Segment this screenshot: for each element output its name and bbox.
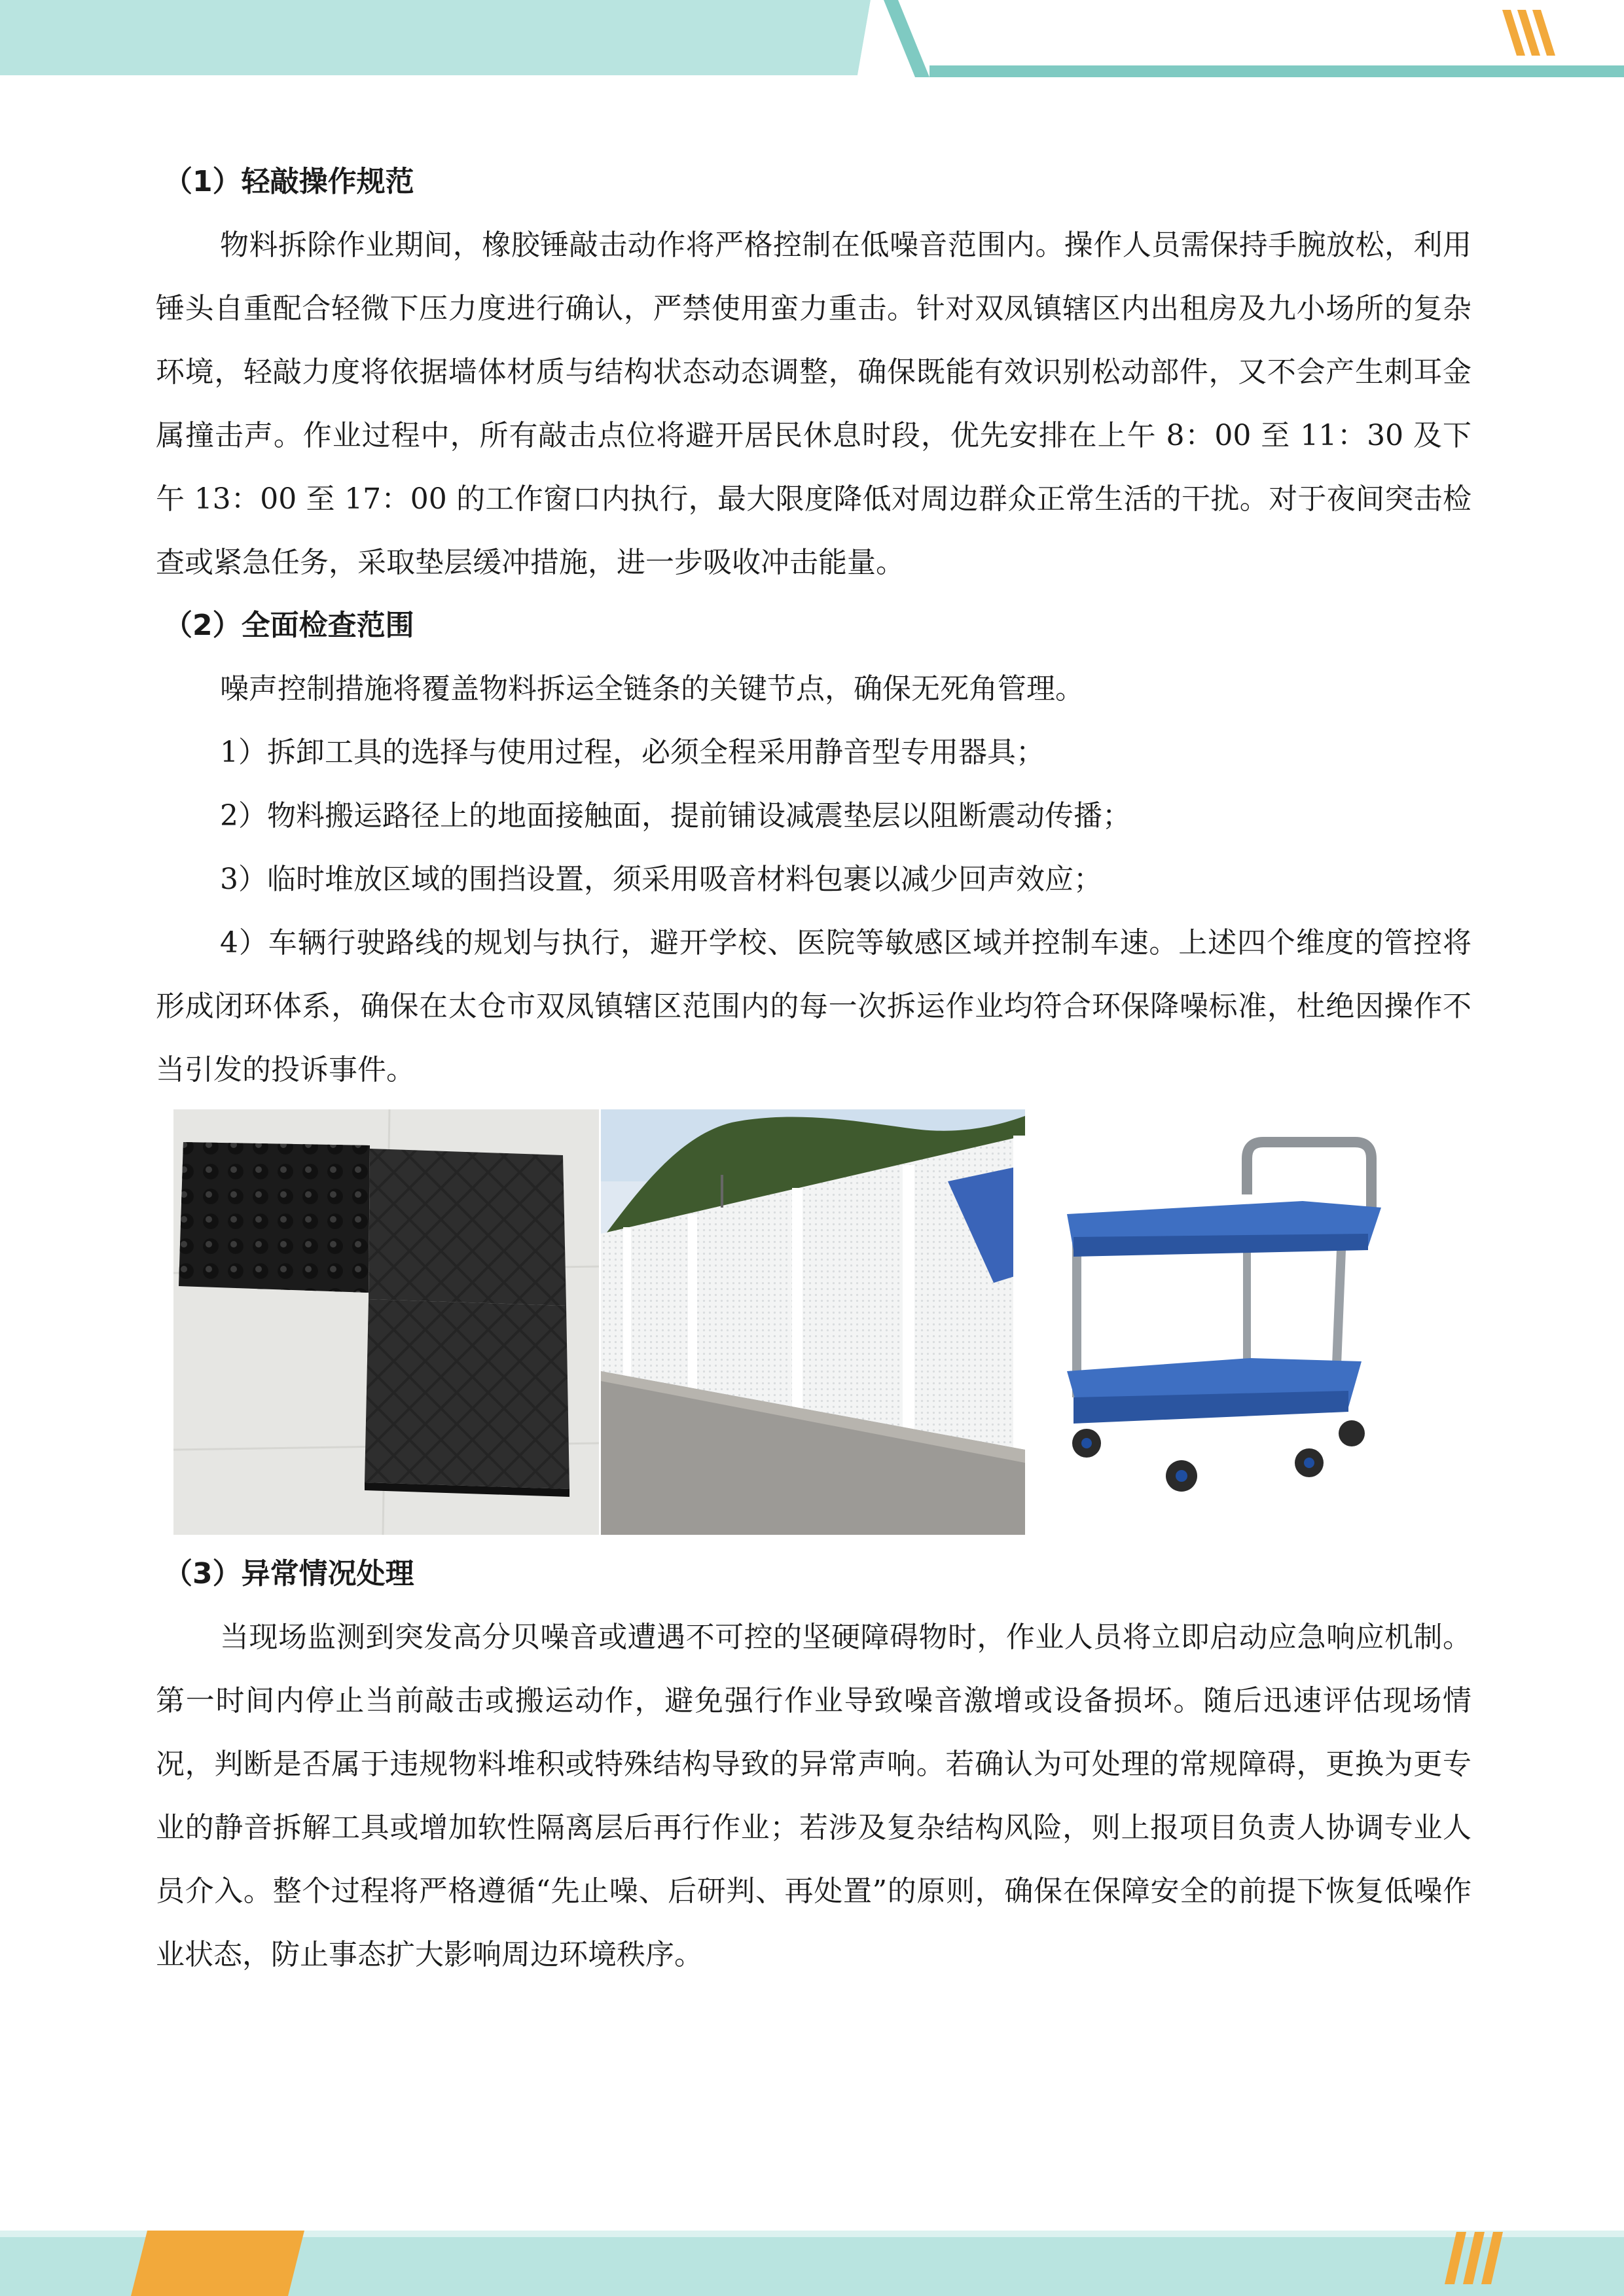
photo-strip: [156, 1109, 1471, 1543]
blue-trolley-photo: [1028, 1109, 1452, 1535]
list-item: 1）拆卸工具的选择与使用过程，必须全程采用静音型专用器具；: [220, 736, 1045, 769]
section-heading-3: （3）异常情况处理: [164, 1557, 414, 1590]
main-content: [156, 151, 1471, 1986]
rubber-mat-photo: [173, 1109, 599, 1535]
page-header-decoration: [0, 0, 1624, 88]
page-footer-decoration: [0, 2212, 1624, 2296]
perforated-fence-photo: [601, 1109, 1025, 1535]
list-item: 2）物料搬运路径上的地面接触面，提前铺设减震垫层以阻断震动传播；: [220, 799, 1131, 833]
list-item: 3）临时堆放区域的围挡设置，须采用吸音材料包裹以减少回声效应；: [220, 863, 1102, 896]
stripes-icon: [1502, 10, 1555, 56]
section-3-paragraph: 当现场监测到突发高分贝噪音或遭遇不可控的坚硬障碍物时，作业人员将立即启动应急响应机制。第一时间内停止当前敲击或搬运动作，避免强行作业导致噪音激增或设备损坏。随后迅速评估现场情况，判断是否属于违规物料堆积或特殊结构导致的异常声响。若确认为可处理的常规障碍，更换为更专业的静音拆解工具或增加软性隔离层后再行作业；若涉及复杂结构风险，则上报项目负责人协调专业人员介入。整个过程将严格遵循“先止噪、后研判、再处置”的原则，确保在保障安全的前提下恢复低噪作业状态，防止事态扩大影响周边环境秩序。: [156, 1621, 1471, 1971]
section-2-intro: 噪声控制措施将覆盖物料拆运全链条的关键节点，确保无死角管理。: [220, 672, 1084, 706]
list-item: 4）车辆行驶路线的规划与执行，避开学校、医院等敏感区域并控制车速。上述四个维度的管控将形成闭环体系，确保在太仓市双凤镇辖区范围内的每一次拆运作业均符合环保降噪标准，杜绝因操作不当引发的投诉事件。: [156, 926, 1471, 1086]
section-1-paragraph: 物料拆除作业期间，橡胶锤敲击动作将严格控制在低噪音范围内。操作人员需保持手腕放松，利用锤头自重配合轻微下压力度进行确认，严禁使用蛮力重击。针对双凤镇辖区内出租房及九小场所的复杂环境，轻敲力度将依据墙体材质与结构状态动态调整，确保既能有效识别松动部件，又不会产生刺耳金属撞击声。作业过程中，所有敲击点位将避开居民休息时段，优先安排在上午 8：00 至 11：30 及下午 13：00 至 17：00 的工作窗口内执行，最大限度降低对周边群众正常生活的干扰。对于夜间突击检查或紧急任务，采取垫层缓冲措施，进一步吸收冲击能量。: [156, 228, 1471, 579]
section-heading-2: （2）全面检查范围: [164, 609, 414, 642]
section-heading-1: （1）轻敲操作规范: [164, 165, 414, 198]
